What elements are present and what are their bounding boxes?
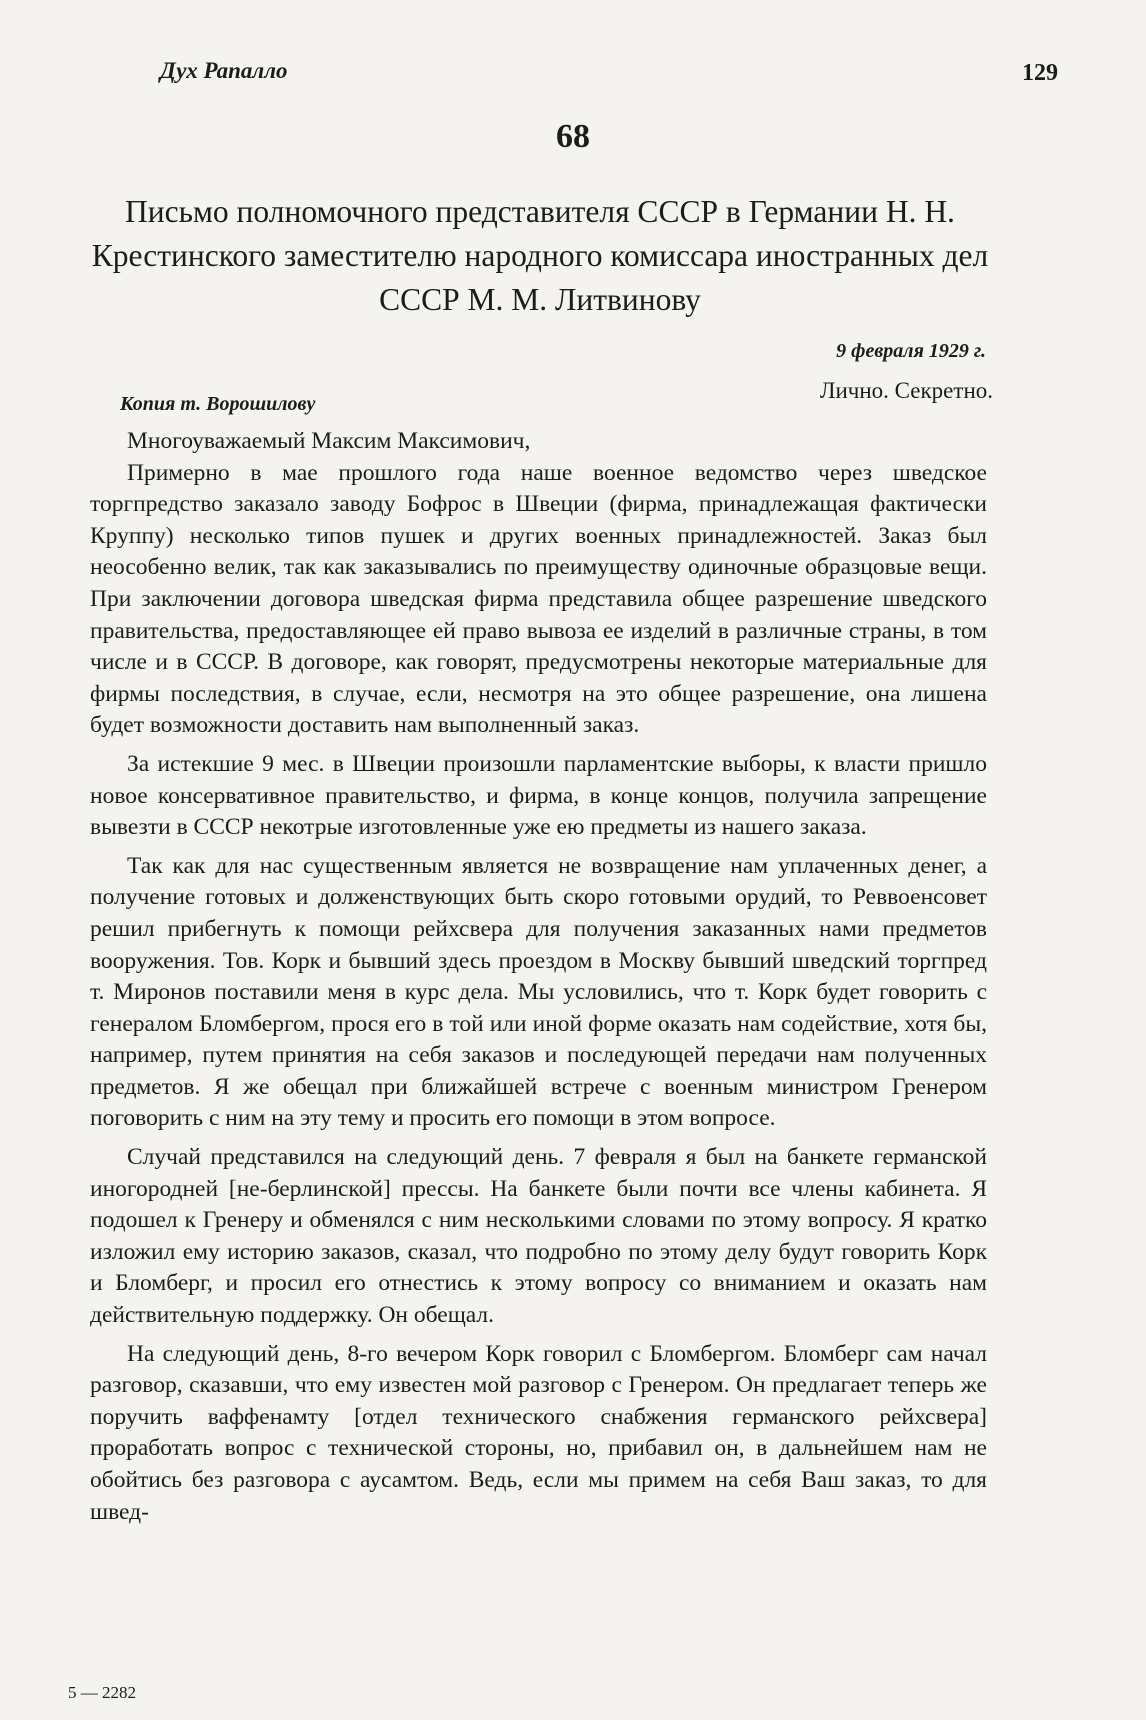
paragraph: На следующий день, 8-го вечером Корк говорил с Бломбергом. Бломберг сам начал разговор, сказавши, что ему известен мой разговор с Гренером. Он предлагает теперь же поручить ваффенамту [отдел технического снабжения германского рейхсвера] проработать вопрос с технической стороны, но, прибавил он, в дальнейшем нам не обойтись без разговора с аусамтом. Ведь, если мы примем на себя Ваш заказ, то для швед-	[90, 1340, 987, 1525]
signature-mark: 5 — 2282	[68, 1683, 136, 1702]
letter-body	[90, 426, 987, 1535]
paragraph: Так как для нас существенным является не возвращение нам уплаченных денег, а получение готовых и долженствующих быть скоро готовыми орудий, то Реввоенсовет решил прибегнуть к помощи рейхсвера для получения заказанных нами предметов вооружения. Тов. Корк и бывший здесь проездом в Москву бывший шведский торгпред т. Миронов поставили меня в курс дела. Мы условились, что т. Корк будет говорить с генералом Бломбергом, прося его в той или иной форме оказать нам содействие, хотя бы, например, путем принятия на себя заказов и последующей передачи нам полученных предметов. Я же обещал при ближайшей встрече с военным министром Гренером поговорить с ним на эту тему и просить его помощи в этом вопросе.	[90, 852, 987, 1132]
document-date: 9 февраля 1929 г.	[836, 340, 986, 362]
copy-note: Копия т. Ворошилову	[120, 393, 316, 415]
paragraph: За истекшие 9 мес. в Швеции произошли парламентские выборы, к власти пришло новое консервативное правительство, и фирма, в конце концов, получила запрещение вывезти в СССР некотрые изготовленные уже ею предметы из нашего заказа.	[90, 750, 987, 841]
page-number: 129	[1022, 60, 1058, 86]
document-title: Письмо полномочного представителя СССР в Германии Н. Н. Крестинского заместителю народного комиссара иностранных дел СССР М. М. Литвинову	[91, 194, 989, 317]
classification-mark: Лично. Секретно.	[819, 378, 993, 403]
salutation: Многоуважаемый Максим Максимович,	[127, 428, 531, 454]
document-number: 68	[556, 118, 590, 155]
paragraph: Случай представился на следующий день. 7 февраля я был на банкете германской иногородней [не-берлинской] прессы. На банкете были почти все члены кабинета. Я подошел к Гренеру и обменялся с ним несколькими словами по этому вопросу. Я кратко изложил ему историю заказов, сказал, что подробно по этому делу будут говорить Корк и Бломберг, и просил его отнестись к этому вопросу со вниманием и оказать нам действительную поддержку. Он обещал.	[90, 1144, 987, 1329]
running-head: Дух Рапалло	[160, 58, 288, 83]
paragraph: Примерно в мае прошлого года наше военное ведомство через шведское торгпредство заказало заводу Бофрос в Швеции (фирма, принадлежащая фактически Круппу) несколько типов пушек и других военных принадлежностей. Заказ был неособенно велик, так как заказывались по преимуществу одиночные образцовые вещи. При заключении договора шведская фирма представила общее разрешение шведского правительства, предоставляющее ей право вывоза ее изделий в различные страны, в том числе и в СССР. В договоре, как говорят, предусмотрены некоторые материальные для фирмы последствия, в случае, если, несмотря на это общее разрешение, она лишена будет возможности доставить нам выполненный заказ.	[90, 459, 987, 739]
